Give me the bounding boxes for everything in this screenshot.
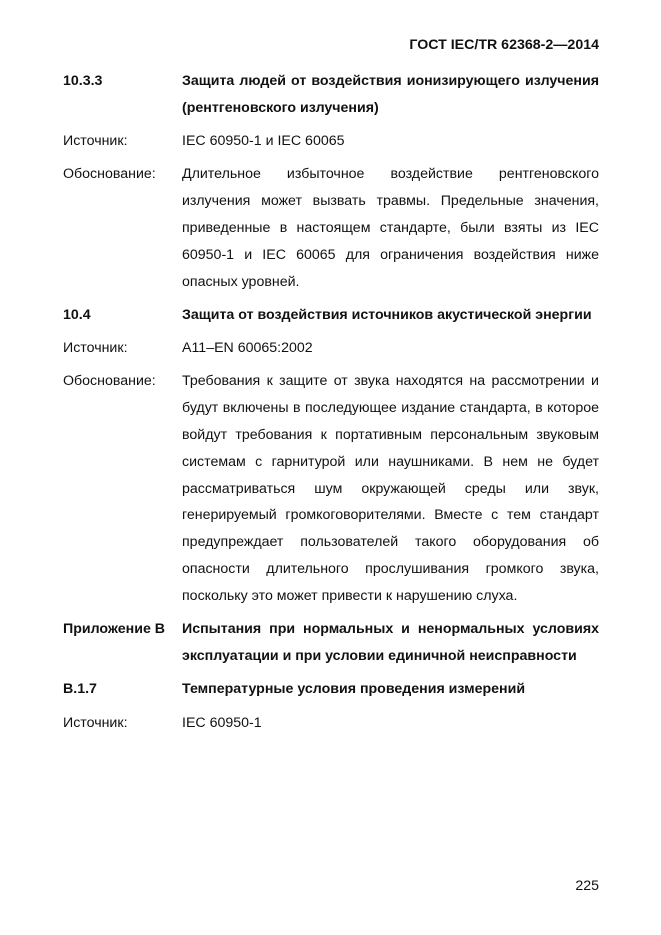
section-heading xyxy=(63,68,599,122)
rationale-row xyxy=(63,161,599,295)
source-text: IEC 60950-1 и IEC 60065 xyxy=(182,133,345,150)
section-heading xyxy=(63,676,599,703)
section-number: В.1.7 xyxy=(63,681,97,698)
page-number: 225 xyxy=(575,878,599,894)
section-heading xyxy=(63,302,599,329)
source-row xyxy=(63,335,599,362)
document-body xyxy=(63,68,599,736)
appendix-number: Приложение В xyxy=(63,621,166,638)
source-row xyxy=(63,128,599,155)
source-text: IEC 60950-1 xyxy=(182,714,262,731)
rationale-text: Требования к защите от звука находятся на рассмотрении и будут включены в последующее издание стандарта, в которое войдут требования к портативным персональным звуковым системам с гарнитурой или наушниками. В нем не будет рассматриваться шум окружающей среды или звук, генерируемый громкоговорителями. Вместе с тем стандарт предупреждает пользователей такого оборудования об опасности длительного прослушивания громкого звука, поскольку это может привести к нарушению слуха. xyxy=(182,373,599,604)
section-number: 10.3.3 xyxy=(63,73,103,89)
source-label: Источник: xyxy=(63,714,128,731)
document-header: ГОСТ IEC/TR 62368-2—2014 xyxy=(409,37,599,53)
rationale-text: Длительное избыточное воздействие рентгеновского излучения может вызвать травмы. Предельные значения, приведенные в настоящем стандарте, были взяты из IEC 60950-1 и IEC 60065 для ограничения воздействия ниже опасных уровней. xyxy=(182,166,599,290)
source-label: Источник: xyxy=(63,133,128,150)
source-text: A11–EN 60065:2002 xyxy=(182,340,313,357)
rationale-label: Обоснование: xyxy=(63,373,156,390)
rationale-row xyxy=(63,368,599,609)
section-title: Температурные условия проведения измерений xyxy=(182,681,526,698)
section-title: Защита людей от воздействия ионизирующего излучения (рентгеновского излучения) xyxy=(182,73,599,116)
rationale-label: Обоснование: xyxy=(63,166,156,183)
source-row xyxy=(63,710,599,737)
appendix-title: Испытания при нормальных и ненормальных условиях эксплуатации и при условии единичной неисправности xyxy=(182,621,599,664)
source-label: Источник: xyxy=(63,340,128,357)
section-title: Защита от воздействия источников акустической энергии xyxy=(182,306,592,323)
appendix-heading xyxy=(63,616,599,670)
section-number: 10.4 xyxy=(63,306,91,323)
